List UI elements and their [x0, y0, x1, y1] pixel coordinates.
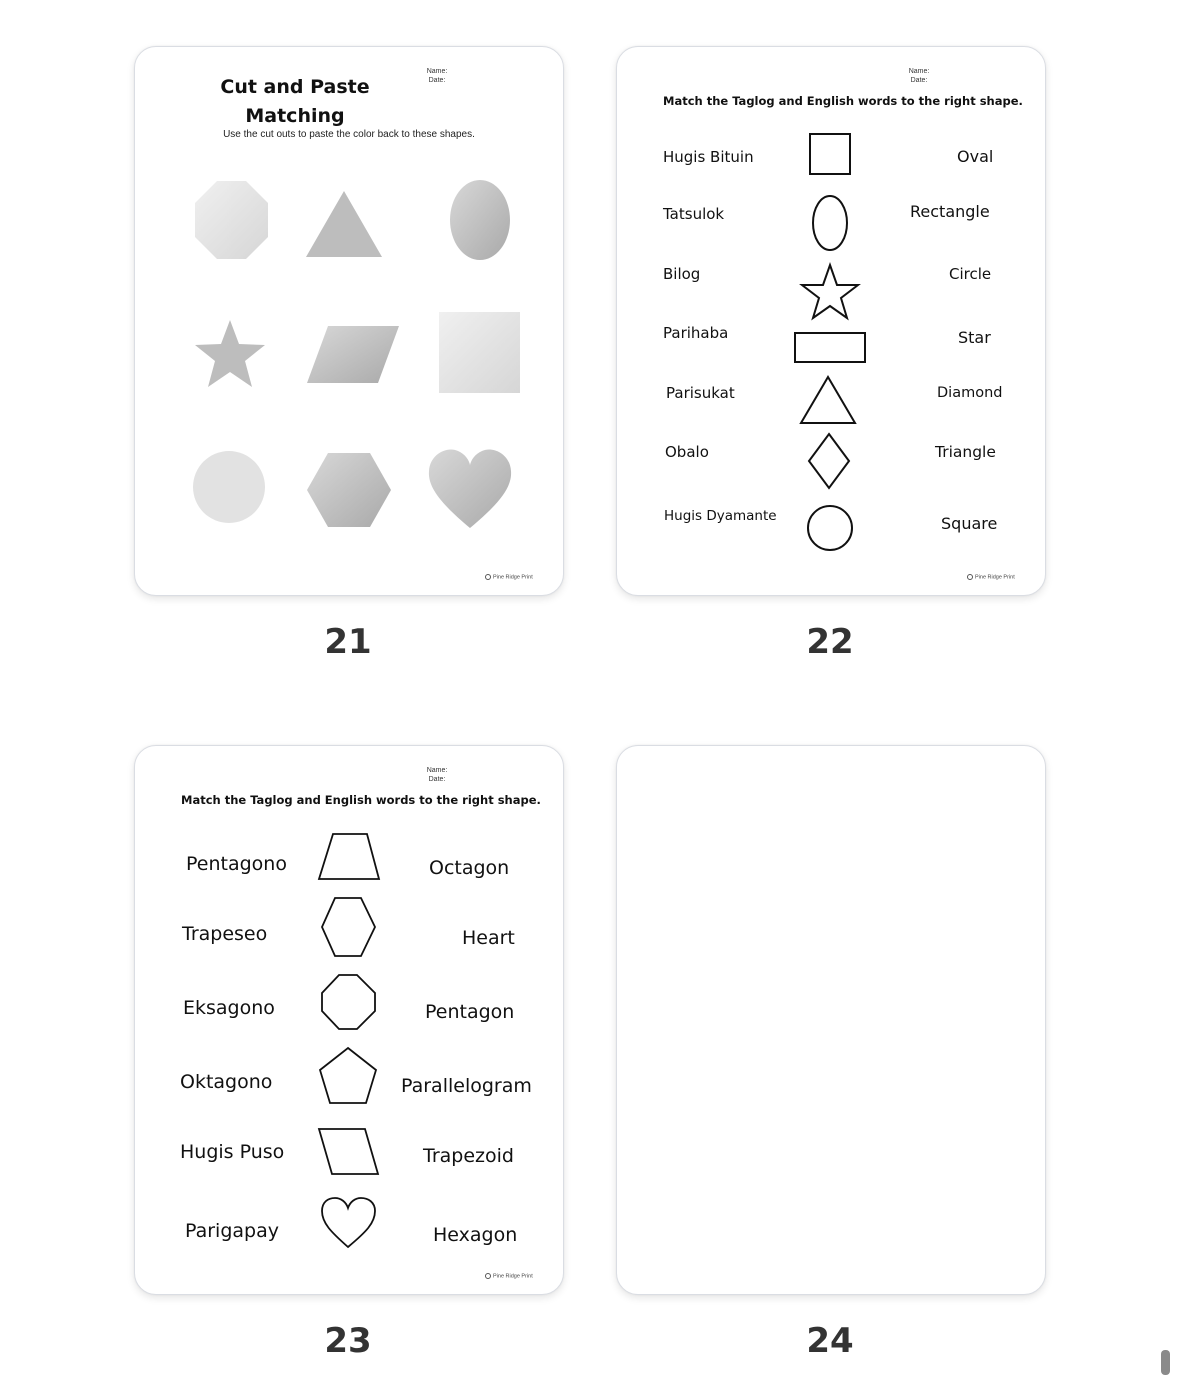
star-outline — [802, 265, 858, 318]
worksheet-heading: Match the Taglog and English words to the right shape. — [181, 793, 541, 807]
grey-shapes-grid — [135, 47, 563, 595]
worksheet-title: Cut and Paste Matching — [220, 76, 370, 127]
parallelogram-shape — [307, 326, 399, 383]
oval-shape — [450, 180, 510, 260]
oval-outline — [813, 196, 847, 250]
worksheet-heading: Match the Taglog and English words to the right shape. — [663, 94, 1023, 108]
tagalog-word: Hugis Bituin — [663, 148, 754, 166]
square-outline — [810, 134, 850, 174]
credit-text: Pine Ridge Print — [967, 574, 1015, 580]
tagalog-word: Oktagono — [180, 1071, 273, 1093]
english-word: Heart — [462, 927, 515, 949]
english-word: Rectangle — [910, 202, 990, 221]
rectangle-outline — [795, 333, 865, 362]
tagalog-word: Parihaba — [663, 324, 729, 342]
credit-text: Pine Ridge Print — [485, 574, 533, 580]
page-thumbnail-22[interactable] — [616, 46, 1046, 596]
tagalog-word: Parisukat — [666, 384, 735, 402]
circle-outline — [808, 506, 852, 550]
hexagon-outline — [322, 898, 375, 956]
tagalog-word: Parigapay — [185, 1220, 279, 1242]
page-number-22: 22 — [806, 622, 854, 662]
square-shape — [439, 312, 520, 393]
english-word: Triangle — [935, 443, 996, 461]
octagon-shape — [195, 181, 268, 259]
english-word: Square — [941, 514, 998, 533]
english-word: Star — [958, 328, 991, 347]
english-word: Hexagon — [433, 1224, 518, 1246]
tagalog-word: Pentagono — [186, 853, 287, 875]
outline-shapes — [617, 47, 1045, 595]
page-number-24: 24 — [806, 1321, 854, 1361]
name-date-label: Name: Date: — [426, 68, 448, 84]
english-word: Trapezoid — [423, 1145, 514, 1167]
octagon-outline — [322, 975, 375, 1029]
english-word: Parallelogram — [401, 1075, 532, 1097]
page-number-21: 21 — [324, 622, 372, 662]
pentagon-outline — [320, 1048, 376, 1103]
english-word: Circle — [949, 265, 992, 283]
star-shape — [195, 320, 265, 387]
triangle-shape — [306, 191, 382, 257]
page-thumbnail-24[interactable] — [616, 745, 1046, 1295]
tagalog-word: Bilog — [663, 265, 701, 283]
english-word: Oval — [957, 147, 994, 166]
circle-shape — [193, 451, 265, 523]
hexagon-shape — [307, 453, 391, 527]
diamond-outline — [809, 434, 849, 488]
english-word: Pentagon — [425, 1001, 515, 1023]
page-thumbnail-21[interactable] — [134, 46, 564, 596]
page-thumbnail-23[interactable] — [134, 745, 564, 1295]
tagalog-word: Hugis Puso — [180, 1141, 285, 1163]
tagalog-word: Obalo — [665, 443, 709, 461]
credit-text: Pine Ridge Print — [485, 1273, 533, 1279]
triangle-outline — [801, 377, 855, 423]
tagalog-word: Eksagono — [183, 997, 275, 1019]
page-number-23: 23 — [324, 1321, 372, 1361]
vertical-scrollbar-thumb[interactable] — [1161, 1350, 1170, 1375]
tagalog-word: Trapeseo — [182, 923, 268, 945]
worksheet-subtitle: Use the cut outs to paste the color back to these shapes. — [223, 129, 475, 140]
trapezoid-outline — [319, 834, 379, 879]
english-word: Octagon — [429, 857, 510, 879]
parallelogram-outline — [319, 1129, 378, 1174]
heart-outline — [322, 1198, 375, 1247]
name-date-label: Name: Date: — [426, 767, 448, 783]
name-date-label: Name: Date: — [908, 68, 930, 84]
tagalog-word: Tatsulok — [663, 205, 725, 223]
tagalog-word: Hugis Dyamante — [664, 508, 777, 524]
english-word: Diamond — [937, 385, 1003, 401]
heart-shape — [429, 450, 511, 528]
